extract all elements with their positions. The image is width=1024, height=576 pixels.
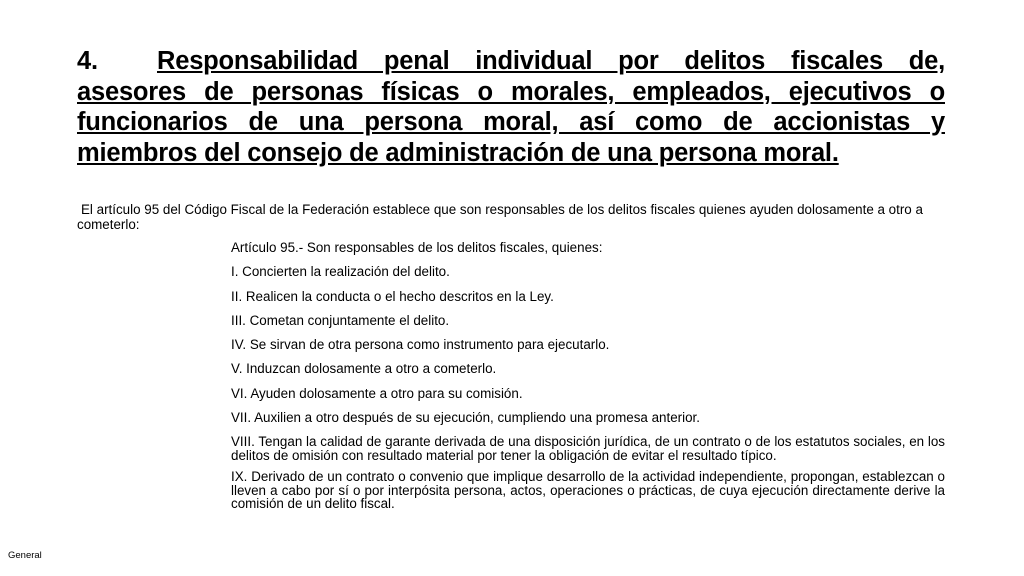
- sensitivity-label: General: [8, 550, 42, 561]
- article-fraction-viii: VIII. Tengan la calidad de garante derivada de una disposición jurídica, de un contrato o de los estatutos sociales, en los delitos de omisión con resultado material por tener la obligación de evitar el resultado típico.: [231, 434, 945, 463]
- title-number: 4.: [77, 47, 98, 75]
- article-fraction-i: I. Concierten la realización del delito.: [231, 264, 450, 280]
- slide-title: [77, 46, 945, 168]
- title-text: Responsabilidad penal individual por delitos fiscales de, asesores de personas físicas o morales, empleados, ejecutivos o funcionarios de una persona moral, así como de accionistas y miembros del consejo de administración de una persona moral.: [77, 47, 945, 167]
- article-fraction-iv: IV. Se sirvan de otra persona como instrumento para ejecutarlo.: [231, 337, 610, 353]
- article-fraction-vi: VI. Ayuden dolosamente a otro para su comisión.: [231, 385, 523, 401]
- article-fraction-ix: IX. Derivado de un contrato o convenio que implique desarrollo de la actividad independiente, propongan, establezcan o lleven a cabo por sí o por interpósita persona, actos, operaciones o prácticas, de cuya ejecución directamente derive la comisión de un delito fiscal.: [231, 469, 945, 512]
- article-fraction-ii: II. Realicen la conducta o el hecho descritos en la Ley.: [231, 288, 554, 304]
- intro-text: El artículo 95 del Código Fiscal de la Federación establece que son responsables de los delitos fiscales quienes ayuden dolosamente a otro a cometerlo:: [77, 202, 923, 232]
- article-fraction-vii: VII. Auxilien a otro después de su ejecución, cumpliendo una promesa anterior.: [231, 410, 700, 426]
- article-fraction-v: V. Induzcan dolosamente a otro a cometerlo.: [231, 361, 497, 377]
- article-fraction-iii: III. Cometan conjuntamente el delito.: [231, 312, 450, 328]
- intro-paragraph: [77, 203, 945, 232]
- article-95-list: [231, 240, 945, 512]
- article-heading: Artículo 95.- Son responsables de los delitos fiscales, quienes:: [231, 240, 603, 255]
